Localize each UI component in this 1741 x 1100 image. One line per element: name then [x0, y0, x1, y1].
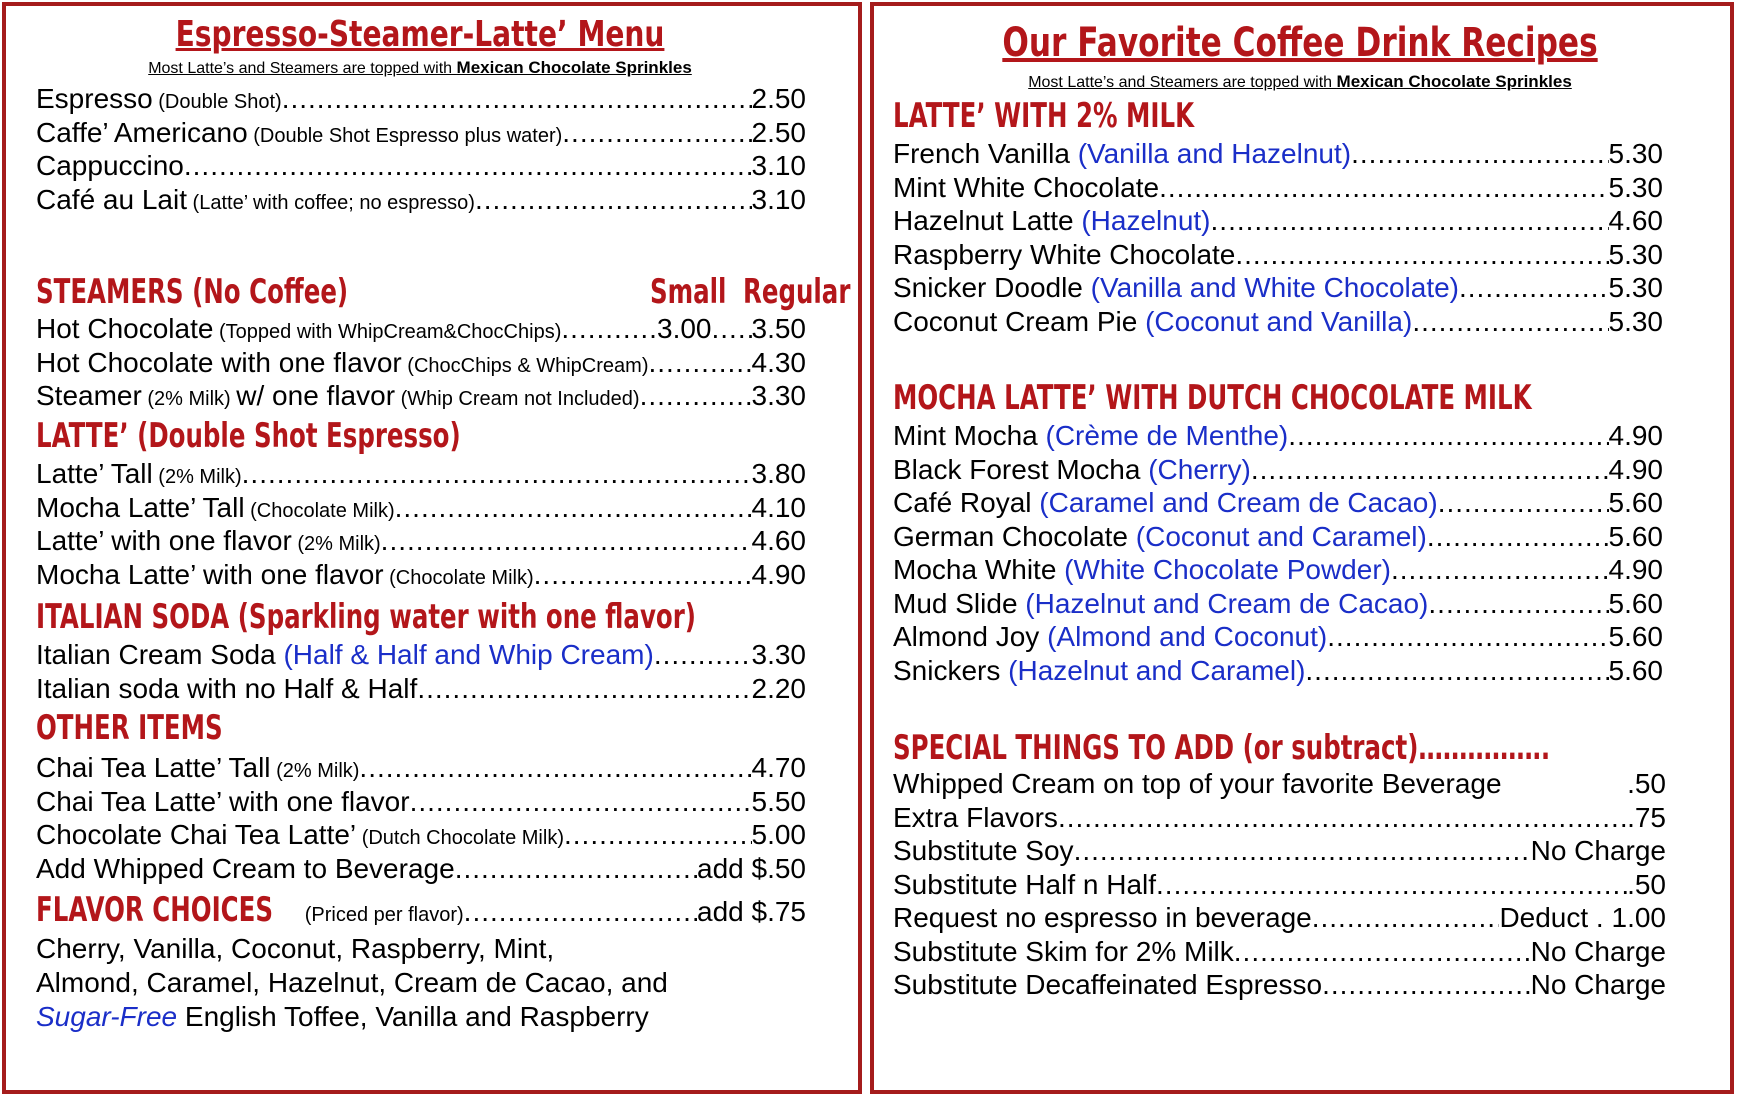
item-price: 5.30: [1608, 305, 1663, 337]
other-item: [36, 852, 806, 886]
item-name: Substitute Half n Half: [893, 868, 1157, 900]
item-price: 2.50: [751, 116, 806, 148]
item-price: 3.80: [751, 458, 806, 489]
item-price: add $.50: [697, 852, 806, 884]
item-name: Hazelnut Latte: [893, 205, 1082, 236]
mocha-recipe-item: [893, 520, 1663, 554]
item-name: Mud Slide: [893, 587, 1026, 619]
item-name: Whipped Cream on top of your favorite Beverage: [893, 768, 1502, 799]
left-menu-title: Espresso-Steamer-Latte’ Menu: [175, 14, 665, 55]
leader-dots: [1251, 453, 1609, 487]
item-flavors: (Hazelnut and Cream de Cacao): [1025, 587, 1429, 619]
item-price: 5.60: [1608, 654, 1663, 686]
leader-dots: [648, 346, 751, 380]
leader-dots: [1312, 901, 1500, 935]
item-price: No Charge: [1530, 835, 1666, 866]
leader-dots: [464, 895, 697, 929]
item-price: 2.50: [751, 83, 806, 114]
flavor-choices-detail: (Priced per flavor): [299, 904, 464, 926]
item-detail: (Chocolate Milk): [244, 499, 395, 522]
latte-recipe-item: [893, 271, 1663, 305]
col-small-header: Small: [650, 272, 727, 312]
item-price: 5.30: [1608, 272, 1663, 303]
item-label: [36, 116, 562, 153]
leader-dots: [561, 312, 657, 346]
leader-dots: [410, 785, 752, 819]
item-name: French Vanilla: [893, 138, 1078, 169]
item-name: Latte’ Tall: [36, 458, 153, 489]
item-detail: (Dutch Chocolate Milk): [356, 827, 564, 849]
item-label: [893, 520, 1427, 554]
item-label: [893, 587, 1428, 621]
item-label: [893, 453, 1251, 487]
mocha-recipe-item: [893, 587, 1663, 621]
item-label: [36, 491, 395, 528]
item-name-extra: w/ one flavor: [236, 380, 396, 411]
leader-dots: [564, 818, 752, 852]
item-label: [36, 785, 410, 819]
leader-dots: [475, 183, 752, 217]
leader-dots: [1305, 654, 1608, 688]
item-name: German Chocolate: [893, 520, 1136, 552]
leader-dots: [1074, 834, 1531, 868]
col-regular-header: Regular: [743, 272, 851, 312]
item-name: Chai Tea Latte’ Tall: [36, 752, 271, 783]
item-name: Chai Tea Latte’ with one flavor: [36, 785, 410, 817]
item-price: 5.60: [1608, 520, 1663, 552]
leader-dots: [562, 116, 751, 150]
item-price: .50: [1627, 868, 1666, 900]
item-price: 4.90: [1608, 554, 1663, 585]
item-flavors: (Cherry): [1148, 453, 1251, 485]
leader-dots: [654, 638, 752, 672]
item-label: [36, 818, 564, 855]
mocha-recipe-item: [893, 620, 1663, 654]
other-item: [36, 785, 806, 819]
item-label: [893, 553, 1391, 587]
item-name: Hot Chocolate: [36, 313, 214, 344]
flavor-price: add $.75: [697, 896, 806, 927]
item-name: Almond Joy: [893, 621, 1048, 652]
flavor-list-line-2: Almond, Caramel, Hazelnut, Cream de Cacao, and: [36, 967, 668, 998]
item-label: [893, 834, 1074, 868]
item-detail-extra: (Whip Cream not Included): [395, 388, 640, 410]
item-label: [36, 852, 455, 886]
mocha-recipe-item: [893, 486, 1663, 520]
item-name: Caffe’ Americano: [36, 116, 248, 148]
flavor-choices-row: [36, 890, 806, 930]
espresso-item: [36, 116, 806, 150]
leader-dots: [1412, 305, 1608, 339]
item-flavors: (Almond and Coconut): [1047, 621, 1328, 652]
leader-dots-small: [712, 312, 752, 346]
item-flavors: (Caramel and Cream de Cacao): [1039, 487, 1438, 518]
item-name: Black Forest Mocha: [893, 453, 1149, 485]
item-label: [36, 524, 381, 561]
latte-2pct-heading: LATTE’ WITH 2% MILK: [893, 96, 1195, 136]
right-topping-note: [905, 72, 1695, 92]
item-label: [893, 968, 1322, 1002]
item-name: Italian soda with no Half & Half: [36, 672, 418, 704]
item-label: [893, 238, 1235, 272]
item-name: Italian Cream Soda: [36, 639, 284, 670]
item-flavors: (Coconut and Caramel): [1135, 520, 1427, 552]
leader-dots: [1288, 419, 1608, 453]
note-text: Most Latte’s and Steamers are topped with: [1028, 74, 1337, 91]
item-name: Substitute Soy: [893, 835, 1074, 866]
flavor-choices-heading: FLAVOR CHOICES: [36, 890, 274, 930]
italian-soda-item: [36, 672, 806, 706]
mocha-recipe-item: [893, 553, 1663, 587]
item-price: 4.90: [1608, 420, 1663, 451]
leader-dots: [455, 852, 697, 886]
item-name: Snickers: [893, 654, 1009, 686]
leader-dots: [1427, 520, 1609, 554]
item-label: [893, 654, 1305, 688]
item-flavors: (White Chocolate Powder): [1064, 554, 1391, 585]
leader-dots: [1438, 486, 1609, 520]
item-name: Extra Flavors: [893, 801, 1058, 833]
item-detail: (Chocolate Milk): [383, 566, 534, 589]
latte-item: [36, 524, 806, 558]
flavor-list-line-1: Cherry, Vanilla, Coconut, Raspberry, Mint,: [36, 933, 555, 964]
mocha-recipe-item: [893, 453, 1663, 487]
item-name: Mocha Latte’ with one flavor: [36, 558, 384, 590]
item-price: .75: [1627, 801, 1666, 833]
item-price: 4.60: [751, 525, 806, 556]
item-price: 3.10: [751, 150, 806, 181]
item-name: Request no espresso in beverage: [893, 902, 1312, 933]
leader-dots: [184, 149, 752, 183]
leader-dots: [1159, 171, 1608, 205]
leader-dots: [417, 672, 751, 706]
item-price: 4.70: [751, 752, 806, 783]
leader-dots: [1351, 137, 1608, 171]
latte-item: [36, 491, 806, 525]
item-price: .50: [1627, 768, 1666, 799]
item-price: Deduct . 1.00: [1499, 902, 1666, 933]
item-label: [893, 419, 1288, 453]
leader-dots: [282, 82, 752, 116]
item-label: [893, 171, 1159, 205]
latte-item: [36, 558, 806, 592]
item-price: 4.10: [751, 491, 806, 523]
item-price: 5.00: [751, 819, 806, 850]
latte-heading: LATTE’ (Double Shot Espresso): [36, 416, 461, 456]
latte-recipe-item: [893, 204, 1663, 238]
left-topping-note: [40, 58, 800, 78]
item-name: Steamer: [36, 380, 142, 411]
italian-soda-heading: ITALIAN SODA (Sparkling water with one flavor): [36, 597, 696, 637]
leader-dots: [1211, 204, 1609, 238]
leader-dots: [1459, 271, 1609, 305]
steamer-item: [36, 312, 806, 346]
espresso-item: [36, 183, 806, 217]
leader-dots: [359, 751, 751, 785]
item-flavors: (Vanilla and White Chocolate): [1090, 272, 1459, 303]
leader-dots: [1234, 935, 1531, 969]
item-price: 5.50: [751, 785, 806, 817]
flavor-list-line-3-rest: English Toffee, Vanilla and Raspberry: [177, 1001, 649, 1032]
item-label: [36, 379, 640, 416]
item-label: [893, 486, 1438, 520]
item-flavors: (Half & Half and Whip Cream): [283, 639, 654, 670]
item-price: 5.30: [1608, 171, 1663, 203]
item-detail: (2% Milk): [270, 760, 360, 782]
flavor-list-line-3: [36, 1000, 649, 1034]
small-price: 3.00: [657, 313, 712, 344]
item-detail: (Topped with WhipCream&ChocChips): [213, 321, 562, 343]
leader-dots: [242, 457, 752, 491]
item-price: 4.90: [751, 558, 806, 590]
item-name: Latte’ with one flavor: [36, 525, 292, 556]
special-add-item: [893, 834, 1666, 868]
item-name: Mocha Latte’ Tall: [36, 491, 245, 523]
item-price: 3.30: [751, 639, 806, 670]
other-item: [36, 818, 806, 852]
special-add-item: [893, 935, 1666, 969]
leader-dots: [1058, 801, 1627, 835]
item-label: [893, 204, 1211, 238]
item-name: Mint White Chocolate: [893, 171, 1160, 203]
item-detail: (2% Milk): [152, 466, 242, 488]
leader-dots: [395, 491, 752, 525]
item-label: [36, 82, 282, 119]
mocha-recipe-item: [893, 419, 1663, 453]
item-price: 5.60: [1608, 587, 1663, 619]
item-flavors: (Crème de Menthe): [1045, 420, 1289, 451]
special-add-item: [893, 968, 1666, 1002]
note-bold: Mexican Chocolate Sprinkles: [1336, 72, 1572, 91]
item-detail: (Double Shot): [152, 91, 282, 113]
special-add-item: [893, 901, 1666, 935]
item-label: [36, 558, 534, 595]
italian-soda-item: [36, 638, 806, 672]
steamers-heading: STEAMERS (No Coffee): [36, 272, 349, 312]
item-price: 3.30: [751, 380, 806, 411]
item-price: 5.60: [1608, 487, 1663, 518]
item-name: Coconut Cream Pie: [893, 305, 1146, 337]
item-label: [893, 901, 1312, 935]
item-label: [36, 638, 654, 672]
item-label: [36, 183, 475, 220]
mocha-latte-heading: MOCHA LATTE’ WITH DUTCH CHOCOLATE MILK: [893, 378, 1532, 418]
item-flavors: (Coconut and Vanilla): [1145, 305, 1413, 337]
item-name: Hot Chocolate with one flavor: [36, 346, 402, 378]
latte-recipe-item: [893, 305, 1663, 339]
item-label: [36, 346, 648, 383]
item-name: Chocolate Chai Tea Latte’: [36, 819, 357, 850]
other-item: [36, 751, 806, 785]
item-price: 3.50: [751, 313, 806, 344]
leader-dots: [1391, 553, 1609, 587]
item-detail: (2% Milk): [141, 388, 237, 410]
leader-dots: [1235, 238, 1608, 272]
latte-recipe-item: [893, 171, 1663, 205]
leader-dots: [1156, 868, 1627, 902]
item-flavors: (Hazelnut and Caramel): [1008, 654, 1306, 686]
item-label: [36, 457, 242, 494]
item-name: Café Royal: [893, 487, 1040, 518]
latte-item: [36, 457, 806, 491]
special-add-item: [893, 868, 1666, 902]
espresso-item: [36, 149, 806, 183]
leader-dots: [1322, 968, 1531, 1002]
leader-dots: [1428, 587, 1608, 621]
item-price: 3.10: [751, 183, 806, 215]
item-name: Add Whipped Cream to Beverage: [36, 852, 455, 884]
item-flavors: (Vanilla and Hazelnut): [1077, 138, 1352, 169]
item-price: 4.60: [1608, 205, 1663, 236]
item-label: [893, 801, 1058, 835]
item-price: 4.30: [751, 346, 806, 378]
special-add-item: [893, 801, 1666, 835]
item-label: [36, 672, 417, 706]
note-bold: Mexican Chocolate Sprinkles: [456, 58, 692, 77]
item-label: [893, 137, 1351, 171]
item-detail: (ChocChips & WhipCream): [401, 354, 649, 377]
note-text: Most Latte’s and Steamers are topped with: [148, 60, 457, 77]
mocha-recipe-item: [893, 654, 1663, 688]
sugar-free-label: Sugar-Free: [36, 1001, 178, 1032]
leader-dots: [534, 558, 752, 592]
item-name: Snicker Doodle: [893, 272, 1091, 303]
item-name: Substitute Skim for 2% Milk: [893, 935, 1234, 967]
item-price: 5.30: [1608, 238, 1663, 270]
item-price: 5.30: [1608, 138, 1663, 169]
item-name: Espresso: [36, 83, 153, 114]
item-detail: (Double Shot Espresso plus water): [247, 124, 563, 147]
item-label: [893, 868, 1156, 902]
leader-dots: [640, 379, 752, 413]
item-price: 2.20: [751, 672, 806, 704]
other-items-heading: OTHER ITEMS: [36, 708, 223, 748]
leader-dots: [381, 524, 752, 558]
item-name: Mocha White: [893, 554, 1065, 585]
special-add-item: [893, 767, 1666, 801]
item-flavors: (Hazelnut): [1081, 205, 1211, 236]
item-label: [893, 305, 1412, 339]
item-detail: (2% Milk): [291, 533, 381, 555]
item-price: 5.60: [1608, 621, 1663, 652]
espresso-item: [36, 82, 806, 116]
item-name: Café au Lait: [36, 183, 187, 215]
item-detail: (Latte’ with coffee; no espresso): [187, 191, 475, 214]
latte-recipe-item: [893, 137, 1663, 171]
leader-dots: [1327, 620, 1608, 654]
item-price: No Charge: [1530, 969, 1666, 1000]
item-name: Mint Mocha: [893, 420, 1046, 451]
item-name: Cappuccino: [36, 150, 184, 181]
item-name: Raspberry White Chocolate: [893, 238, 1236, 270]
special-things-heading: SPECIAL THINGS TO ADD (or subtract)…………….: [893, 728, 1551, 768]
item-label: [893, 935, 1234, 969]
item-label: [893, 767, 1502, 801]
right-menu-title: Our Favorite Coffee Drink Recipes: [1002, 20, 1598, 66]
flavor-heading-wrap: [36, 890, 464, 932]
item-name: Substitute Decaffeinated Espresso: [893, 969, 1323, 1000]
item-label: [36, 149, 184, 183]
item-label: [893, 271, 1459, 305]
steamer-item: [36, 379, 806, 413]
item-label: [893, 620, 1327, 654]
item-price: 4.90: [1608, 453, 1663, 485]
item-label: [36, 751, 359, 788]
latte-recipe-item: [893, 238, 1663, 272]
item-price: No Charge: [1530, 935, 1666, 967]
steamer-item: [36, 346, 806, 380]
item-label: [36, 312, 561, 349]
